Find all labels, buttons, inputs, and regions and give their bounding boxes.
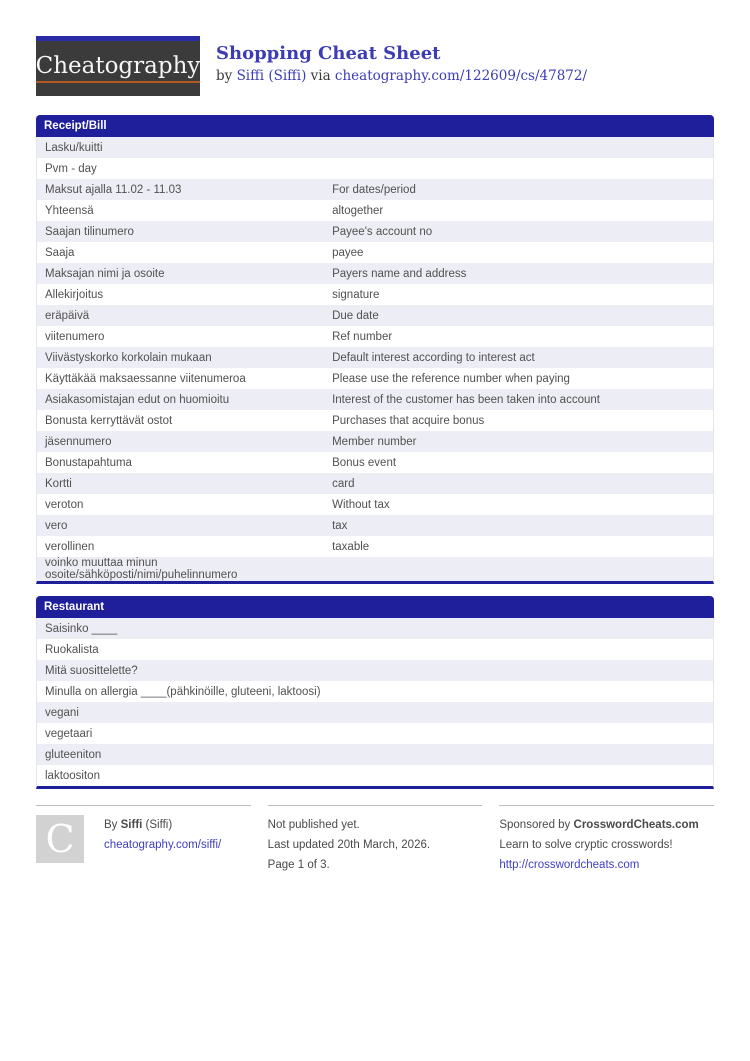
term-english: Member number xyxy=(332,435,417,448)
term-finnish: Maksajan nimi ja osoite xyxy=(45,267,165,280)
term-finnish: jäsennumero xyxy=(45,435,112,448)
table-row xyxy=(37,221,713,242)
section-rows-receipt-bill xyxy=(36,137,714,584)
author-link[interactable]: Siffi (Siffi) xyxy=(236,67,307,84)
footer-author-column xyxy=(36,805,251,875)
author-info xyxy=(104,815,221,875)
term-finnish: Ruokalista xyxy=(45,643,99,656)
term-finnish: Saajan tilinumero xyxy=(45,225,134,238)
term-finnish: vero xyxy=(45,519,68,532)
sponsor-tagline: Learn to solve cryptic crosswords! xyxy=(499,839,673,851)
table-row xyxy=(37,681,713,702)
term-english: Please use the reference number when paying xyxy=(332,372,570,385)
term-finnish: Saaja xyxy=(45,246,75,259)
via-text: via xyxy=(306,67,335,84)
term-english: Payers name and address xyxy=(332,267,467,280)
table-row xyxy=(37,618,713,639)
sponsor-prefix: Sponsored by xyxy=(499,819,574,831)
term-finnish: Saisinko ____ xyxy=(45,622,118,635)
term-english: altogether xyxy=(332,204,384,217)
term-english: tax xyxy=(332,519,348,532)
table-row xyxy=(37,200,713,221)
author-avatar[interactable] xyxy=(36,815,84,863)
term-finnish: Minulla on allergia ____(pähkinöille, gluteeni, laktoosi) xyxy=(45,685,321,698)
term-finnish: vegetaari xyxy=(45,727,93,740)
author-alias: (Siffi) xyxy=(142,819,173,831)
table-row xyxy=(37,494,713,515)
term-finnish: Asiakasomistajan edut on huomioitu xyxy=(45,393,230,406)
source-link[interactable]: cheatography.com/122609/cs/47872/ xyxy=(334,67,588,84)
term-finnish: verollinen xyxy=(45,540,95,553)
table-row xyxy=(37,347,713,368)
table-row xyxy=(37,389,713,410)
table-row xyxy=(37,137,713,158)
byline xyxy=(216,68,587,84)
term-english: Payee's account no xyxy=(332,225,433,238)
term-finnish: Pvm - day xyxy=(45,162,97,175)
table-row xyxy=(37,765,713,786)
table-row xyxy=(37,179,713,200)
author-name: Siffi xyxy=(120,819,143,831)
term-finnish: eräpäivä xyxy=(45,309,90,322)
table-row xyxy=(37,305,713,326)
table-row xyxy=(37,557,713,581)
page-number: Page 1 of 3. xyxy=(267,859,330,871)
avatar-letter: C xyxy=(45,817,75,861)
term-english: For dates/period xyxy=(332,183,416,196)
table-row xyxy=(37,515,713,536)
table-row xyxy=(37,723,713,744)
cheatography-logo-text: Cheatography xyxy=(36,54,201,82)
table-row xyxy=(37,263,713,284)
byline-prefix: by xyxy=(216,67,237,84)
section-receipt-bill xyxy=(36,115,714,584)
table-row xyxy=(37,639,713,660)
term-english: taxable xyxy=(332,540,370,553)
term-finnish: gluteeniton xyxy=(45,748,102,761)
author-line xyxy=(104,815,221,835)
term-finnish: Mitä suosittelette? xyxy=(45,664,138,677)
term-english: Without tax xyxy=(332,498,390,511)
term-finnish: veroton xyxy=(45,498,84,511)
table-row xyxy=(37,744,713,765)
term-finnish: Allekirjoitus xyxy=(45,288,104,301)
sponsor-line xyxy=(499,815,714,835)
term-english: signature xyxy=(332,288,380,301)
table-row xyxy=(37,158,713,179)
section-header-restaurant: Restaurant xyxy=(36,596,714,618)
term-english: card xyxy=(332,477,355,490)
last-updated: Last updated 20th March, 2026. xyxy=(267,839,431,851)
table-row xyxy=(37,368,713,389)
publish-status: Not published yet. xyxy=(267,819,360,831)
term-english: Purchases that acquire bonus xyxy=(332,414,485,427)
term-english: Default interest according to interest act xyxy=(332,351,535,364)
table-row xyxy=(37,431,713,452)
footer-status-column xyxy=(268,805,483,875)
term-finnish: Viivästyskorko korkolain mukaan xyxy=(45,351,212,364)
section-rows-restaurant xyxy=(36,618,714,789)
term-finnish: Maksut ajalla 11.02 - 11.03 xyxy=(45,183,182,196)
table-row xyxy=(37,702,713,723)
sponsor-link[interactable]: http://crosswordcheats.com xyxy=(499,859,640,871)
table-row xyxy=(37,473,713,494)
term-finnish: Käyttäkää maksaessanne viitenumeroa xyxy=(45,372,246,385)
section-restaurant xyxy=(36,596,714,789)
page-title: Shopping Cheat Sheet xyxy=(216,43,441,64)
title-block xyxy=(216,36,587,84)
by-prefix: By xyxy=(104,819,121,831)
table-row xyxy=(37,242,713,263)
term-english: Bonus event xyxy=(332,456,397,469)
term-finnish: Bonustapahtuma xyxy=(45,456,132,469)
table-row xyxy=(37,326,713,347)
term-finnish: voinko muuttaa minun osoite/sähköposti/nimi/puhelinnumero xyxy=(45,557,238,581)
term-finnish: laktoositon xyxy=(45,769,100,782)
term-finnish: Bonusta kerryttävät ostot xyxy=(45,414,173,427)
term-english: Interest of the customer has been taken into account xyxy=(332,393,600,406)
term-finnish: viitenumero xyxy=(45,330,105,343)
table-row xyxy=(37,284,713,305)
term-finnish: Lasku/kuitti xyxy=(45,141,103,154)
table-row xyxy=(37,452,713,473)
term-english: payee xyxy=(332,246,364,259)
table-row xyxy=(37,410,713,431)
sponsor-name: CrosswordCheats.com xyxy=(573,819,699,831)
term-english: Due date xyxy=(332,309,379,322)
term-finnish: vegani xyxy=(45,706,79,719)
page-header xyxy=(36,36,714,98)
term-finnish: Kortti xyxy=(45,477,72,490)
term-finnish: Yhteensä xyxy=(45,204,94,217)
table-row xyxy=(37,660,713,681)
section-header-receipt-bill: Receipt/Bill xyxy=(36,115,714,137)
profile-link[interactable]: cheatography.com/siffi/ xyxy=(104,839,222,851)
term-english: Ref number xyxy=(332,330,393,343)
cheatography-logo[interactable] xyxy=(36,36,200,96)
page-footer xyxy=(36,805,714,875)
footer-sponsor-column xyxy=(499,805,714,875)
table-row xyxy=(37,536,713,557)
